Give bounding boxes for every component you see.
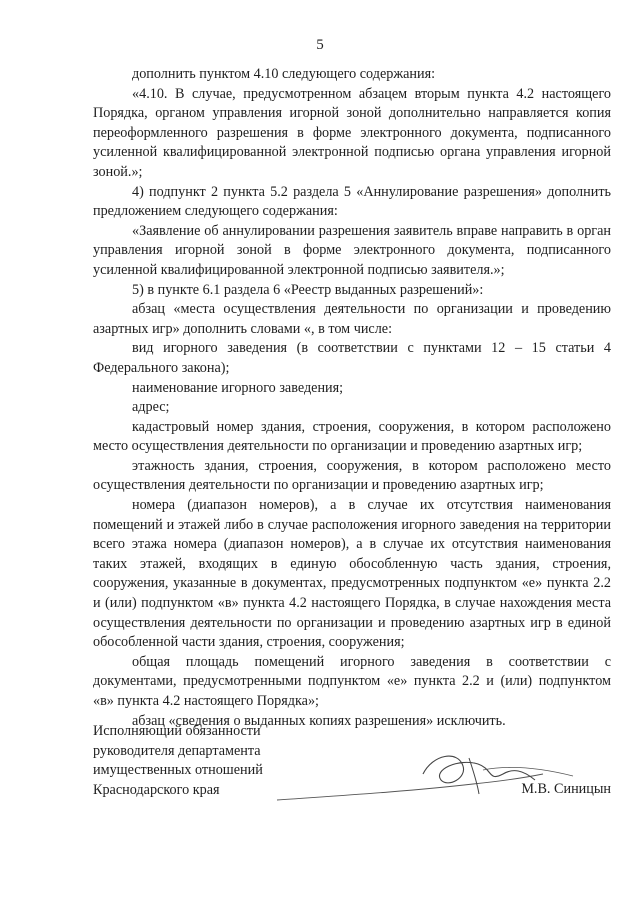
- paragraph: «4.10. В случае, предусмотренном абзацем вторым пункта 4.2 настоящего Порядка, органом управления игорной зоной дополнительно направляется копия переоформленного разрешения в форме электронного документа, подписанного усиленной квалифицированной электронной подписью органа управления игорной зоной.»;: [93, 85, 611, 180]
- paragraph: абзац «места осуществления деятельности по организации и проведению азартных игр» дополнить словами «, в том числе:: [93, 301, 611, 337]
- signatory-title-line: Исполняющий обязанности: [93, 723, 261, 739]
- signatory-title-line: Краснодарского края: [93, 781, 220, 798]
- paragraph: 4) подпункт 2 пункта 5.2 раздела 5 «Аннулирование разрешения» дополнить предложением следующего содержания:: [93, 183, 611, 220]
- paragraph: вид игорного заведения (в соответствии с пунктами 12 – 15 статьи 4 Федерального закона);: [93, 340, 611, 376]
- signatory-title-line: руководителя департамента: [93, 742, 261, 759]
- signatory-title-line: имущественных отношений: [93, 762, 263, 779]
- signatory-name: М.В. Синицын: [521, 781, 611, 797]
- paragraph: кадастровый номер здания, строения, сооружения, в котором расположено место осуществления деятельности по организации и проведению азартных игр;: [93, 418, 611, 455]
- page-number: 5: [316, 37, 324, 53]
- paragraph: абзац «сведения о выданных копиях разрешения» исключить.: [132, 712, 506, 729]
- paragraph: дополнить пунктом 4.10 следующего содержания:: [132, 66, 436, 82]
- paragraph: наименование игорного заведения;: [132, 379, 344, 396]
- document-body: [93, 65, 611, 731]
- paragraph: «Заявление об аннулировании разрешения заявитель вправе направить в орган управления игорной зоной в форме электронного документа, подписанного усиленной квалифицированной электронной подписью заявителя.»;: [93, 222, 611, 278]
- paragraph: этажность здания, строения, сооружения, в котором расположено место осуществления деятельности по организации и проведению азартных игр;: [93, 457, 611, 494]
- signature-block: [93, 722, 611, 812]
- paragraph: общая площадь помещений игорного заведения в соответствии с документами, предусмотренными подпунктом «е» пункта 2.2 и (или) подпунктом «в» пункта 4.2 настоящего Порядка»;: [93, 653, 611, 709]
- paragraph: 5) в пункте 6.1 раздела 6 «Реестр выданных разрешений»:: [132, 281, 484, 298]
- paragraph: адрес;: [132, 399, 170, 416]
- paragraph: номера (диапазон номеров), а в случае их отсутствия наименования помещений и этажей либо в случае расположения игорного заведения на территории всего этажа номера (диапазон номеров), а в случае их отсутствия наименования таких этажей, входящих в единую обособленную часть здания, строения, сооружения, указанные в документах, предусмотренных подпунктом «е» пункта 2.2 и (или) подпунктом «в» пункта 4.2 настоящего Порядка, в случае нахождения места осуществления деятельности по организации и проведению азартных игр в единой обособленной части здания, строения, сооружения;: [93, 497, 611, 651]
